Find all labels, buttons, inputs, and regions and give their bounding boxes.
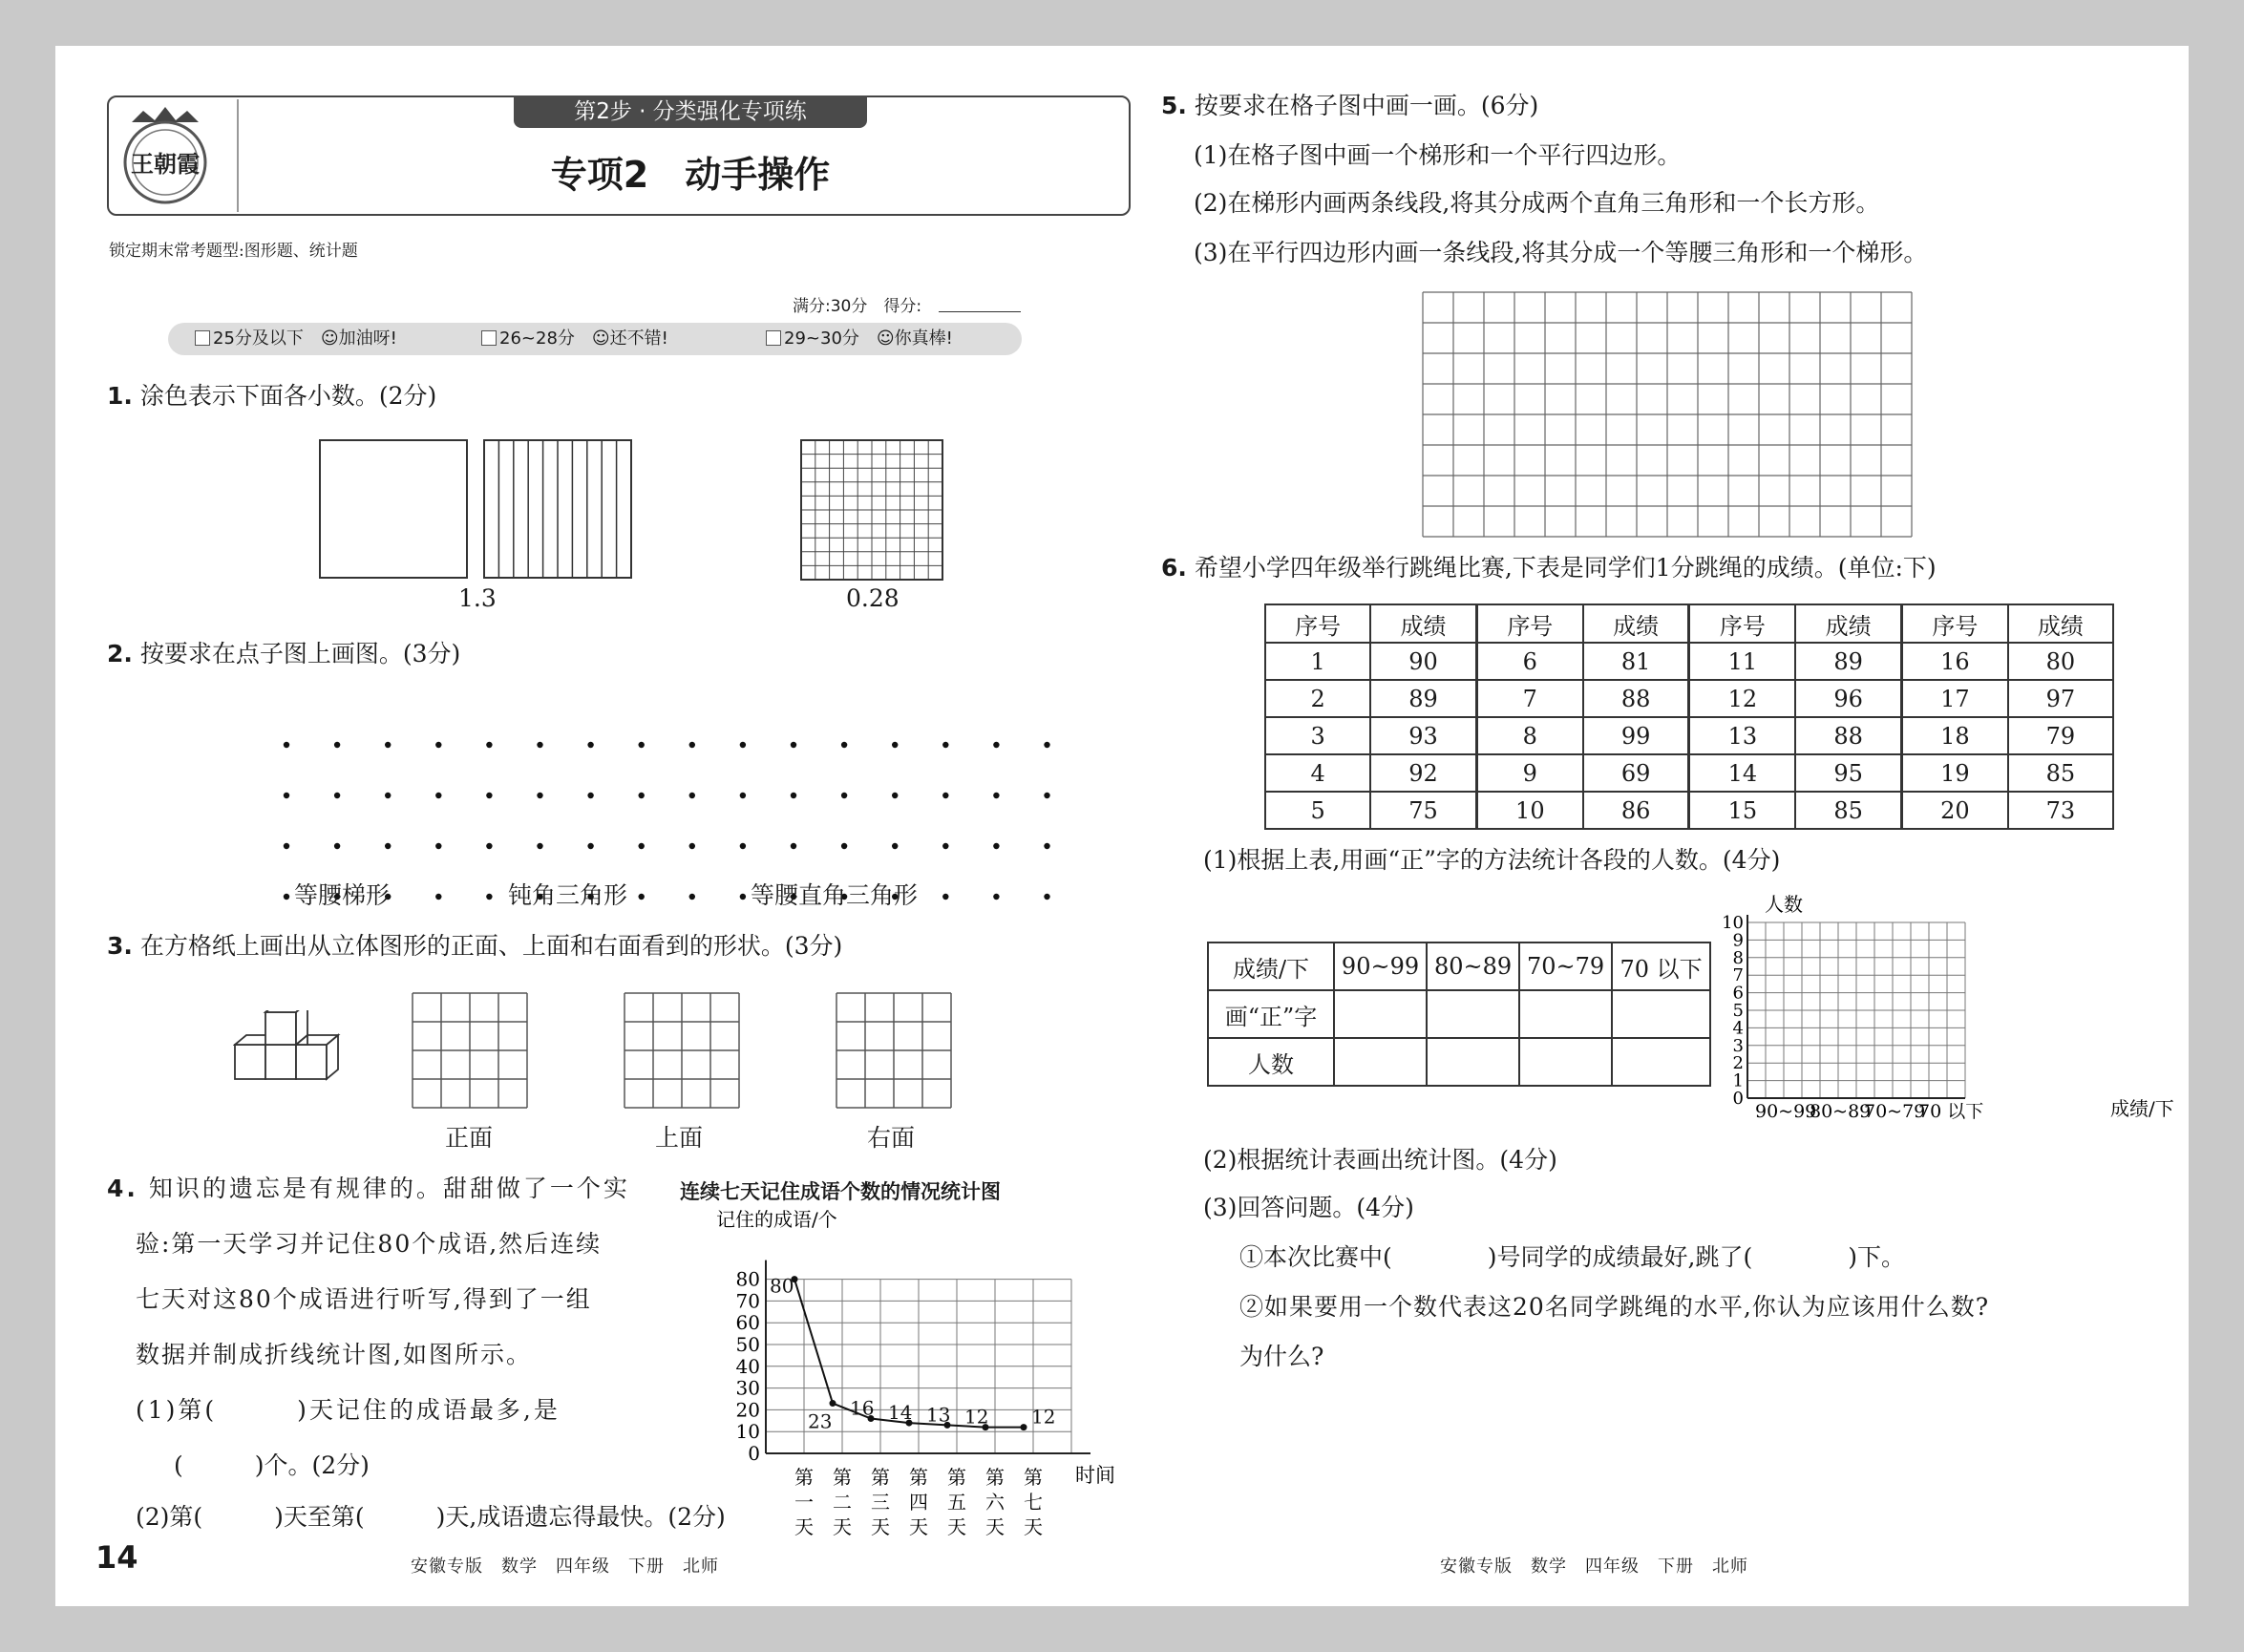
score-table-cell: 3 [1265,717,1370,754]
q5-sub3: (3)在平行四边形内画一条线段,将其分成一个等腰三角形和一个梯形。 [1194,239,1928,266]
q2-dot [587,742,593,748]
q1-label-a: 1.3 [458,584,497,612]
score-table-cell: 79 [2008,717,2113,754]
tally-table-header-cell: 70~79 [1519,942,1612,990]
bar-chart-ytick: 8 [1732,947,1744,968]
bar-chart-ytick: 1 [1732,1070,1744,1091]
q2-dot [486,742,492,748]
line-chart-xtick: 三 [871,1491,890,1514]
q2-num: 2. [107,640,133,667]
bar-chart-xtick: 70 以下 [1918,1101,1984,1121]
line-chart-xtick: 天 [947,1515,966,1538]
q2-label-1: 等腰梯形 [294,881,391,909]
bar-chart-ylabel: 人数 [1765,893,1803,916]
q2-dot [284,894,289,900]
score-table-cell: 93 [1370,717,1476,754]
score-table-row [1265,792,2113,829]
q3-cube-figure [233,1010,348,1087]
line-chart-point [1021,1424,1027,1430]
score-table-cell: 81 [1583,643,1689,680]
line-chart-point [830,1400,836,1407]
q3-label-top: 上面 [655,1124,704,1152]
line-chart-xtick: 四 [909,1491,928,1514]
q4-line-2: 验:第一天学习并记住80个成语,然后连续 [136,1230,603,1258]
q1-strip-square[interactable] [483,439,632,579]
q1-stem: 涂色表示下面各小数。(2分) [139,382,437,410]
level-1-face-icon: ☺ [320,328,339,349]
score-blank-line [939,311,1021,312]
q2-dot [587,843,593,849]
score-table-cell: 89 [1370,680,1476,717]
tally-blank-cell[interactable] [1427,990,1519,1038]
q2-dot [689,894,695,900]
q2-dot [334,843,340,849]
line-chart-data-label: 80 [770,1274,794,1298]
level-3-msg: 你真棒! [894,328,953,349]
line-chart-xtick: 天 [871,1515,890,1538]
q2-dot [942,843,948,849]
line-chart-xtick: 第 [947,1466,966,1489]
score-table-cell: 92 [1370,754,1476,792]
q2-dot-grid[interactable] [218,684,1077,905]
tally-table-header-cell: 70 以下 [1612,942,1710,990]
line-chart-xtick: 第 [794,1466,814,1489]
q6-sub3: (3)回答问题。(4分) [1203,1194,1414,1221]
line-chart-ytick: 60 [735,1311,760,1335]
q2-dot [689,843,695,849]
score-table-cell: 89 [1795,643,1901,680]
line-chart-xtick: 二 [833,1491,852,1514]
line-chart-xtick: 第 [833,1466,852,1489]
q2-label-3: 等腰直角三角形 [751,881,919,909]
level-1-msg: 加油呀! [338,328,397,349]
score-table-cell: 96 [1795,680,1901,717]
q2-dot [841,843,847,849]
score-table-cell: 88 [1583,680,1689,717]
q4-line-1 [107,1173,630,1205]
q6-num: 6. [1161,554,1187,582]
q3-grid-top[interactable] [623,991,741,1110]
score-table-cell: 9 [1476,754,1582,792]
q2-dot [639,894,645,900]
line-chart-xtick: 五 [947,1491,966,1514]
q2-dot [791,793,796,798]
q2-dot [1044,843,1049,849]
q4-sub1b[interactable]: ( )个。(2分) [174,1451,370,1479]
level-3 [766,323,953,355]
worksheet-page [55,46,2189,1606]
line-chart-ytick: 20 [735,1398,760,1422]
score-table-cell: 85 [2008,754,2113,792]
q2-dot [486,843,492,849]
score-table-cell: 15 [1689,792,1795,829]
q2-dot [587,793,593,798]
q2-dot [892,793,898,798]
q1-square-a[interactable] [319,439,468,579]
q2-dot [385,793,391,798]
score-table-cell: 86 [1583,792,1689,829]
line-chart-data-label: 13 [926,1403,951,1427]
tally-blank-cell[interactable] [1612,990,1710,1038]
tally-blank-cell[interactable] [1519,990,1612,1038]
score-table-cell: 95 [1795,754,1901,792]
score-full [793,292,921,316]
score-got-label: 得分: [883,297,922,316]
score-level-bar [168,323,1022,355]
q2-dot [689,793,695,798]
bar-chart-ytick: 9 [1732,930,1744,951]
score-table-cell: 18 [1902,717,2008,754]
logo-text: 王朝霞 [131,150,200,178]
tally-blank-cell[interactable] [1334,990,1427,1038]
q2-dot [435,843,441,849]
q2-dot [1044,793,1049,798]
level-2-checkbox[interactable] [481,330,497,346]
q2-dot [284,742,289,748]
bar-chart-ytick: 2 [1732,1053,1744,1074]
q2-dot [385,843,391,849]
score-table-cell: 4 [1265,754,1370,792]
q6-sub3-1[interactable]: ①本次比赛中( )号同学的成绩最好,跳了( )下。 [1239,1243,1905,1271]
score-table-header-cell: 成绩 [1583,604,1689,643]
line-chart-xtick: 天 [794,1515,814,1538]
level-1-checkbox[interactable] [195,330,210,346]
score-table-header [1265,604,2113,643]
q4-line-4: 数据并制成折线统计图,如图所示。 [136,1341,532,1368]
line-chart-xtick: 七 [1024,1491,1043,1514]
tally-row-label: 画“正”字 [1208,990,1334,1038]
score-table-cell: 10 [1476,792,1582,829]
level-2 [481,323,668,355]
q4-line-3: 七天对这80个成语进行听写,得到了一组 [136,1285,592,1313]
q2-dot [892,742,898,748]
q6-sub3-2[interactable]: ②如果要用一个数代表这20名同学跳绳的水平,你认为应该用什么数? [1239,1293,1990,1321]
tally-table[interactable] [1207,942,1711,1087]
line-chart-xtick: 第 [985,1466,1005,1489]
score-table-cell: 13 [1689,717,1795,754]
score-table-cell: 12 [1689,680,1795,717]
score-table-cell: 17 [1902,680,2008,717]
brand-logo [113,103,218,208]
q2-dot [841,742,847,748]
score-table-cell: 1 [1265,643,1370,680]
q6-stem: 希望小学四年级举行跳绳比赛,下表是同学们1分跳绳的成绩。(单位:下) [1194,554,1937,582]
tally-blank-cell[interactable] [1334,1038,1427,1086]
q4-text-1: 知识的遗忘是有规律的。甜甜做了一个实 [148,1175,630,1202]
q2-stem: 按要求在点子图上画图。(3分) [139,640,461,667]
q2-dot [486,793,492,798]
q6-sub3-3[interactable]: 为什么? [1239,1343,1324,1370]
page-title: 专项2 动手操作 [550,154,831,196]
q3-stem: 在方格纸上画出从立体图形的正面、上面和右面看到的形状。(3分) [139,932,843,960]
score-table-row [1265,717,2113,754]
q2-dot [435,894,441,900]
level-3-face-icon: ☺ [876,328,895,349]
line-chart-ytick: 70 [735,1289,760,1313]
score-table-row [1265,643,2113,680]
score-table-cell: 19 [1902,754,2008,792]
level-1-range: 25分及以下 [213,328,304,349]
level-3-checkbox[interactable] [766,330,781,346]
q6-text [1161,552,1937,584]
q5-drawing-grid[interactable] [1421,290,1914,539]
step-badge [514,95,867,128]
bar-chart-ytick: 5 [1732,1001,1744,1021]
score-table-cell: 69 [1583,754,1689,792]
line-chart-xtick: 第 [909,1466,928,1489]
q2-dot [486,894,492,900]
bar-chart-xtick: 70~79 [1864,1101,1926,1121]
line-chart-ytick: 30 [735,1376,760,1400]
q2-dot [740,742,746,748]
q5-sub1: (1)在格子图中画一个梯形和一个平行四边形。 [1194,141,1682,169]
level-2-face-icon: ☺ [591,328,610,349]
q2-dot [993,894,999,900]
q2-dot [435,793,441,798]
score-table-cell: 16 [1902,643,2008,680]
line-chart-data-label: 16 [850,1396,875,1420]
q2-dot [1044,894,1049,900]
q1-label-b: 0.28 [846,584,900,612]
q3-label-front: 正面 [445,1124,494,1152]
line-chart-title: 连续七天记住成语个数的情况统计图 [680,1180,1001,1203]
q2-dot [334,793,340,798]
q2-dot [334,742,340,748]
q3-grid-right[interactable] [835,991,953,1110]
q2-dot [639,742,645,748]
q1-text [107,380,436,413]
score-table-cell: 99 [1583,717,1689,754]
tally-table-row[interactable] [1208,1038,1710,1086]
line-chart-ytick: 10 [735,1420,760,1444]
q2-dot [740,894,746,900]
q2-dot [993,843,999,849]
tally-table-header-cell: 90~99 [1334,942,1427,990]
q2-dot [892,843,898,849]
q6-sub1: (1)根据上表,用画“正”字的方法统计各段的人数。(4分) [1203,846,1781,874]
bar-chart[interactable] [1717,892,2189,1121]
bar-chart-ytick: 4 [1732,1018,1744,1039]
q2-dot [942,793,948,798]
q2-dot [284,793,289,798]
q5-text [1161,90,1538,122]
q2-dot [537,793,542,798]
bar-chart-ytick: 7 [1732,965,1744,986]
q2-dot [942,894,948,900]
line-chart-xtick: 六 [985,1491,1005,1514]
line-chart-xtick: 天 [833,1515,852,1538]
q3-grid-front[interactable] [411,991,529,1110]
line-chart [667,1203,1125,1543]
q2-dot [385,742,391,748]
q5-stem: 按要求在格子图中画一画。(6分) [1194,92,1539,119]
level-2-msg: 还不错! [609,328,668,349]
line-chart-xtick: 第 [1024,1466,1043,1489]
bar-chart-xtick: 80~89 [1810,1101,1872,1121]
tally-table-header-cell: 80~89 [1427,942,1519,990]
line-chart-data-label: 14 [888,1401,913,1425]
line-chart-data-label: 23 [808,1409,833,1433]
score-table-cell: 80 [2008,643,2113,680]
step-badge-text: 第2步 · 分类强化专项练 [574,99,807,124]
tally-blank-cell[interactable] [1612,1038,1710,1086]
score-table-cell: 85 [1795,792,1901,829]
line-chart-ytick: 40 [735,1354,760,1378]
q2-dot [284,843,289,849]
page-number: 14 [95,1539,138,1576]
q2-dot [689,742,695,748]
page-subtitle: 锁定期末常考题型:图形题、统计题 [109,242,358,261]
score-table-header-cell: 序号 [1689,604,1795,643]
q2-dot [1044,742,1049,748]
line-chart-xtick: 天 [985,1515,1005,1538]
score-table-row [1265,754,2113,792]
q2-dot [537,742,542,748]
q1-num: 1. [107,382,133,410]
q6-sub2: (2)根据统计表画出统计图。(4分) [1203,1146,1557,1174]
q5-num: 5. [1161,92,1187,119]
q2-dot [993,793,999,798]
q3-label-right: 右面 [867,1124,916,1152]
q2-dot [740,843,746,849]
line-chart-xlabel: 时间 [1075,1464,1115,1487]
bar-chart-ytick: 10 [1722,913,1744,933]
level-3-range: 29~30分 [784,328,859,349]
tally-blank-cell[interactable] [1427,1038,1519,1086]
score-table-header-cell: 成绩 [1795,604,1901,643]
score-full-label: 满分:30分 [793,297,868,316]
q4-num: 4. [107,1175,138,1202]
score-table-cell: 11 [1689,643,1795,680]
score-table-header-cell: 序号 [1476,604,1582,643]
q2-dot [740,793,746,798]
line-chart-xtick: 天 [909,1515,928,1538]
q4-sub2[interactable]: (2)第( )天至第( )天,成语遗忘得最快。(2分) [136,1503,726,1531]
score-table-cell: 14 [1689,754,1795,792]
q2-dot [791,843,796,849]
q3-num: 3. [107,932,133,960]
q2-dot [942,742,948,748]
bar-chart-ytick: 0 [1732,1089,1744,1109]
score-table-cell: 8 [1476,717,1582,754]
footer-left: 安徽专版 数学 四年级 下册 北师 [411,1557,719,1577]
tally-table-header-cell: 成绩/下 [1208,942,1334,990]
line-chart-xtick: 一 [794,1491,814,1514]
score-table-cell: 7 [1476,680,1582,717]
score-table-header-cell: 序号 [1265,604,1370,643]
score-table-cell: 90 [1370,643,1476,680]
line-chart-ylabel: 记住的成语/个 [716,1208,837,1231]
score-table-cell: 5 [1265,792,1370,829]
score-table-cell: 88 [1795,717,1901,754]
header-divider [237,99,239,212]
score-table-header-cell: 序号 [1902,604,2008,643]
line-chart-ytick: 0 [748,1442,760,1465]
tally-blank-cell[interactable] [1519,1038,1612,1086]
tally-row-label: 人数 [1208,1038,1334,1086]
level-2-range: 26~28分 [499,328,575,349]
score-table-cell: 97 [2008,680,2113,717]
score-table-cell: 20 [1902,792,2008,829]
score-table-cell: 2 [1265,680,1370,717]
bar-chart-ytick: 3 [1732,1035,1744,1056]
line-chart-xtick: 第 [871,1466,890,1489]
line-chart-data-label: 12 [1031,1405,1056,1429]
level-1 [195,323,397,355]
line-chart-data-label: 12 [964,1405,989,1429]
q2-dot [639,793,645,798]
q2-dot [993,742,999,748]
q3-text [107,930,842,963]
q2-dot [639,843,645,849]
score-table-row [1265,680,2113,717]
q2-dot [435,742,441,748]
q2-text [107,638,460,670]
bar-chart-xlabel: 成绩/下 [2110,1097,2174,1120]
q2-dot [791,742,796,748]
score-table-cell: 73 [2008,792,2113,829]
score-table-header-cell: 成绩 [1370,604,1476,643]
score-table-header-cell: 成绩 [2008,604,2113,643]
q5-sub2: (2)在梯形内画两条线段,将其分成两个直角三角形和一个长方形。 [1194,189,1880,217]
q2-dot [841,793,847,798]
score-table-cell: 6 [1476,643,1582,680]
score-table-cell: 75 [1370,792,1476,829]
line-chart-ytick: 80 [735,1267,760,1291]
q2-label-2: 钝角三角形 [508,881,628,909]
tally-table-row[interactable] [1208,990,1710,1038]
tally-table-header [1208,942,1710,990]
q1-hundred-grid[interactable] [800,439,943,581]
q2-dot [537,843,542,849]
line-chart-xtick: 天 [1024,1515,1043,1538]
bar-chart-ytick: 6 [1732,983,1744,1004]
bar-chart-xtick: 90~99 [1755,1101,1817,1121]
q4-sub1a[interactable]: (1)第( )天记住的成语最多,是 [136,1396,561,1424]
score-table [1264,604,2114,830]
footer-right: 安徽专版 数学 四年级 下册 北师 [1440,1557,1748,1577]
line-chart-ytick: 50 [735,1333,760,1356]
